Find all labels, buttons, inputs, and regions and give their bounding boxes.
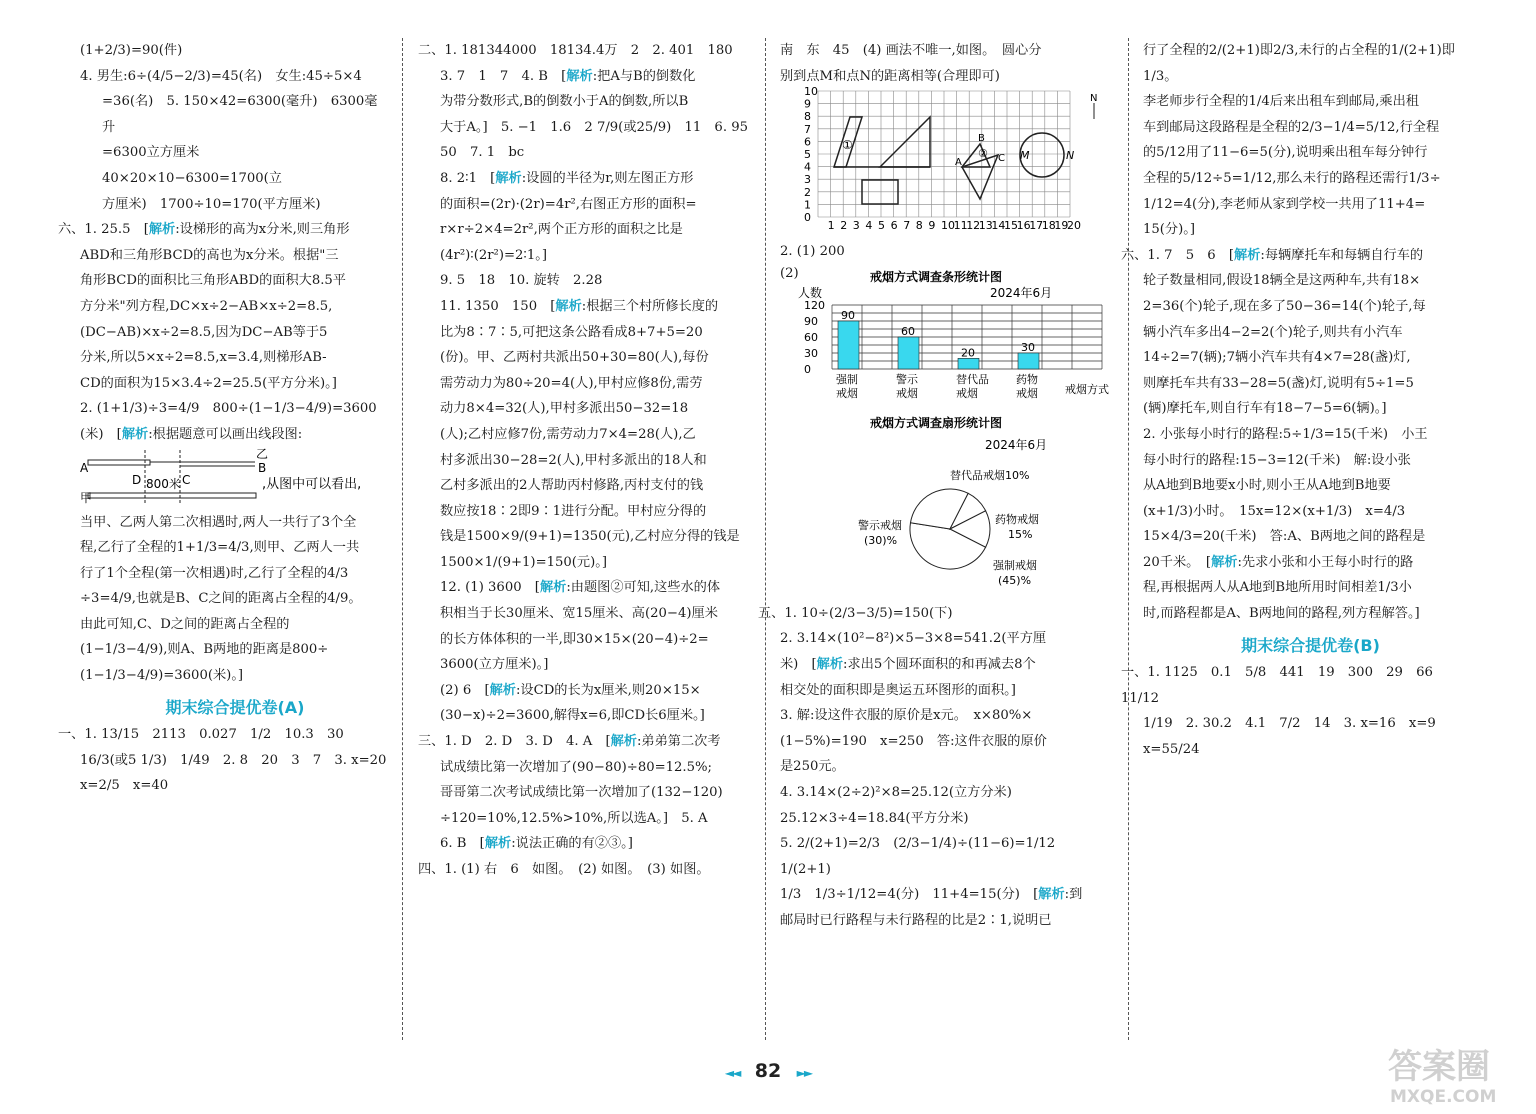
text-line: 每小时行的路程:15−3=12(千米) 解:设小张 — [1143, 452, 1411, 468]
text-line: 2. 3.14×(10²−8²)×5−3×8=541.2(平方厘 — [780, 631, 1047, 647]
watermark-logo — [1380, 1040, 1530, 1110]
answer-text: :说法正确的有②③。] — [511, 836, 633, 852]
grid-x-ticks — [828, 219, 1081, 232]
jiexi-label: 解析 — [816, 656, 844, 672]
jiexi-label: 解析 — [566, 68, 593, 84]
text-line: 5. 2/(2+1)=2/3 (2/3−1/4)÷(11−6)=1/12 1/(2+1) — [780, 836, 1069, 877]
answer-text: 六、1. 7 5 6 [ — [1121, 247, 1235, 263]
chart-y-tick: 120 — [804, 298, 825, 312]
text-line: 全程的5/12÷5=1/12,那么未行的路程还需行1/3÷ — [1143, 170, 1441, 186]
triangle-shape — [880, 117, 930, 167]
bar-chart — [780, 269, 1114, 411]
jiexi-label: 解析 — [489, 682, 516, 698]
answer-text: :根据题意可以画出线段图: — [148, 426, 303, 442]
jiexi-label: 解析 — [539, 580, 567, 596]
chart-bar — [1018, 353, 1039, 369]
chart-y-tick: 30 — [804, 346, 818, 360]
text-line: (x+1/3)小时。 15x=12×(x+1/3) x=4/3 — [1143, 503, 1406, 519]
text-line: (1+2/3)=90(件) — [80, 43, 183, 58]
text-line: 角形BCD的面积比三角形ABD的面积大8.5平 — [80, 273, 346, 289]
grid-y-tick: 5 — [804, 148, 811, 162]
watermark-url: MXQE.COM — [1390, 1087, 1497, 1107]
text-line: 大于A。] 5. −1 1.6 2 7/9(或25/9) 11 6. 95 — [440, 119, 748, 135]
grid-lines — [818, 91, 1070, 217]
column-4 — [1121, 38, 1478, 763]
seg-label-b: B — [258, 460, 267, 475]
text-line: 3. 解:设这件衣服的原价是x元。 x×80%× — [780, 708, 1033, 724]
text-line — [780, 652, 1114, 678]
grid-x-tick: 10 — [941, 219, 955, 233]
grid-y-tick: 4 — [804, 160, 811, 174]
text-line: CD的面积为15×3.4÷2=25.5(平方分米)。] — [80, 375, 337, 391]
text-line: =6300立方厘米 40×20×10−6300=1700(立 — [102, 145, 282, 186]
jiexi-label: 解析 — [148, 222, 176, 238]
text-line: 则摩托车共有33−28=5(盏)灯,说明有5÷1=5 — [1143, 375, 1414, 391]
prev-page-arrows-icon[interactable]: ◄◄ — [724, 1066, 740, 1080]
jiexi-label: 解析 — [555, 298, 582, 314]
jiexi-label: 解析 — [610, 734, 637, 750]
text-line: 1/19 2. 30.2 4.1 7/2 14 3. x=16 x=9 — [1143, 716, 1436, 732]
chart-y-tick: 60 — [804, 330, 818, 344]
text-line: 程,再根据两人从A地到B地所用时间相差1/3小 — [1143, 580, 1412, 596]
text-line: 是250元。 — [780, 759, 845, 775]
text-line: 4. 3.14×(2÷2)²×8=25.12(立方分米) — [780, 784, 1012, 800]
text-line: 1/12=4(分),李老师从家到学校一共用了11+4= — [1143, 196, 1426, 212]
answer-text: 12. (1) 3600 [ — [440, 580, 540, 596]
section-title-b: 期末综合提优卷(B) — [1241, 635, 1380, 655]
answer-text: :由题图②可知,这些水的体 — [566, 580, 721, 596]
grid-x-tick: 15 — [1004, 219, 1018, 233]
chart-category-label: 警示 — [896, 372, 918, 386]
point-label-m: M — [1020, 149, 1030, 163]
grid-y-tick: 6 — [804, 135, 811, 149]
grid-x-tick: 19 — [1054, 219, 1069, 233]
segment-bar — [88, 493, 256, 498]
text-line: 李老师步行全程的1/4后来出租车到邮局,乘出租 — [1143, 94, 1419, 110]
text-line: 3600(立方厘米)。] — [440, 657, 549, 673]
chart-bar — [838, 321, 859, 369]
answer-text: :设梯形的高为x分米,则三角形 — [175, 222, 350, 238]
jiexi-label: 解析 — [495, 170, 522, 186]
grid-y-tick: 9 — [804, 97, 811, 111]
text-line: 积相当于长30厘米、宽15厘米、高(20−4)厘米 — [440, 606, 718, 622]
grid-x-tick: 6 — [890, 219, 898, 233]
jiexi-label: 解析 — [1211, 554, 1238, 570]
jiexi-label: 解析 — [484, 836, 512, 852]
answer-text: (米) [ — [80, 426, 122, 442]
text-line: 16/3(或5 1/3) 1/49 2. 8 20 3 7 3. x=20 — [80, 752, 387, 768]
text-line: 时,而路程都是A、B两地间的路程,列方程解答。] — [1143, 606, 1420, 622]
text-line — [418, 831, 756, 857]
answer-text: 20千米。 [ — [1143, 554, 1212, 570]
text-line: 的面积=(2r)·(2r)=4r²,右图正方形的面积= — [440, 196, 697, 212]
text-line: 二、1. 181344000 18134.4万 2 2. 401 180 — [418, 43, 733, 58]
text-line: x=55/24 — [1143, 742, 1200, 758]
seg-after-text: ,从图中可以看出, — [262, 476, 362, 492]
text-line: (1−5%)=190 x=250 答:这件衣服的原价 — [780, 733, 1047, 749]
text-line: =36(名) 5. 150×42=6300(毫升) 6300毫升 — [102, 94, 378, 135]
text-line: 由此可知,C、D之间的距离占全程的 — [80, 616, 290, 632]
point-label-c: C — [998, 153, 1005, 165]
text-line: (份)。甲、乙两村共派出50+30=80(人),每份 — [440, 350, 709, 366]
text-line: 25.12×3÷4=18.84(平方分米) — [780, 810, 969, 826]
seg-label-yi: 乙 — [256, 446, 269, 461]
jiexi-label: 解析 — [1038, 887, 1065, 903]
chart-value-label: 20 — [961, 346, 975, 360]
pie-slices — [910, 489, 990, 569]
text-line: 试成绩比第一次增加了(90−80)÷80=12.5%; — [440, 759, 712, 775]
grid-x-tick: 5 — [878, 219, 885, 233]
text-line: 2. 小张每小时行的路程:5÷1/3=15(千米) 小王 — [1143, 426, 1428, 442]
pie-label-forced: 强制戒烟 — [993, 558, 1037, 572]
answer-text: 8. 2∶1 [ — [440, 170, 496, 186]
segment-diagram-svg — [80, 448, 390, 510]
grid-y-tick: 0 — [804, 211, 811, 225]
segment-diagram — [80, 448, 390, 510]
chart-value-labels — [841, 309, 1035, 359]
column-divider — [1128, 38, 1129, 1040]
text-line: (4r²)∶(2r²)=2∶1。] — [440, 247, 547, 263]
text-line: 4. 男生:6÷(4/5−2/3)=45(名) 女生:45÷5×4 — [80, 68, 362, 84]
text-line — [418, 166, 756, 192]
text-line: 2=36(个)轮子,现在多了50−36=14(个)轮子,每 — [1143, 298, 1426, 314]
grid-y-tick: 7 — [804, 122, 811, 136]
text-line: 方厘米) 1700÷10=170(平方厘米) — [102, 196, 321, 212]
text-line: 动力8×4=32(人),甲村多派出50−32=18 — [440, 401, 689, 417]
chart-category-label: 戒烟 — [896, 386, 918, 400]
pie-label-medicine-pct: 15% — [1008, 527, 1033, 541]
pie-date: 2024年6月 — [985, 437, 1048, 452]
grid-x-tick: 12 — [966, 219, 981, 233]
text-line — [780, 882, 1114, 908]
grid-x-tick: 17 — [1029, 219, 1044, 233]
text-line: 邮局时已行路程与未行路程的比是2∶1,说明已 — [780, 912, 1052, 928]
chart-y-ticks — [804, 299, 825, 376]
text-line — [1121, 243, 1478, 269]
answer-text: (2) 6 [ — [440, 682, 490, 698]
answer-text: :根据三个村所修长度的 — [581, 298, 719, 314]
chart-category-label: 强制 — [836, 372, 858, 386]
text-line: 分米,所以5×x÷2=8.5,x=3.4,则梯形AB- — [80, 350, 327, 366]
grid-y-tick: 2 — [804, 185, 811, 199]
section-title-a: 期末综合提优卷(A) — [165, 697, 305, 717]
column-divider — [765, 38, 766, 1040]
text-line: r×r÷2×4=2r²,两个正方形的面积之比是 — [440, 222, 683, 238]
coordinate-grid — [780, 85, 1114, 239]
chart-title: 戒烟方式调查条形统计图 — [870, 269, 1003, 284]
answer-text: 1/3 1/3÷1/12=4(分) 11+4=15(分) [ — [780, 887, 1039, 903]
rotated-triangle-shape — [962, 155, 998, 199]
chart-ylabel: 人数 — [798, 285, 823, 300]
grid-y-tick: 10 — [804, 85, 818, 99]
text-line: 程,乙行了全程的1+1/3=4/3,则甲、乙两人一共 — [80, 540, 360, 556]
chart-value-label: 90 — [841, 308, 855, 322]
grid-y-ticks — [804, 85, 818, 224]
chart-y-tick: 0 — [804, 362, 811, 376]
text-line: 四、1. (1) 右 6 如图。 (2) 如图。 (3) 如图。 — [418, 862, 710, 877]
text-line — [80, 422, 390, 448]
text-line: 1500×1/(9+1)=150(元)。] — [440, 554, 607, 570]
text-line: ABD和三角形BCD的高也为x分米。根据"三 — [80, 247, 339, 263]
text-line: 比为8∶7∶5,可把这条公路看成8+7+5=20 — [440, 324, 703, 340]
grid-x-tick: 1 — [827, 219, 835, 233]
pie-label-warning: 警示戒烟 — [858, 518, 902, 532]
text-line: 一、1. 1125 0.1 5/8 441 19 300 29 66 11/12 — [1121, 665, 1447, 706]
text-line: 乙村多派出的2人帮助丙村修路,丙村支付的钱 — [440, 478, 704, 494]
answer-text: :到 — [1064, 887, 1083, 903]
chart-y-tick: 90 — [804, 314, 818, 328]
seg-label-jia: 甲 — [80, 490, 93, 505]
text-line — [1143, 550, 1478, 576]
text-line: ÷3=4/9,也就是B、C之间的距离占全程的4/9。 — [80, 591, 362, 607]
seg-length: 800米 — [146, 476, 181, 491]
text-line: 轮子数量相同,假设18辆全是这两种车,共有18× — [1143, 273, 1421, 289]
chart-bar — [898, 337, 919, 369]
chart-categories — [836, 372, 1038, 400]
text-line — [58, 217, 390, 243]
north-label: N — [1090, 93, 1098, 105]
chart-category-label: 药物 — [1016, 372, 1038, 386]
column-3 — [758, 38, 1114, 934]
answer-text: :先求小张和小王每小时行的路 — [1237, 554, 1414, 570]
seg-label-c: C — [182, 472, 191, 487]
text-line: 行了1个全程(第一次相遇)时,乙行了全程的4/3 — [80, 565, 349, 581]
figure-label-1: ① — [842, 138, 853, 153]
text-line: 行了全程的2/(2+1)即2/3,未行的占全程的1/(2+1)即1/3。 — [1143, 43, 1455, 84]
grid-x-tick: 4 — [865, 219, 873, 233]
figure-label-2: ② — [978, 147, 988, 161]
answer-text: 6. B [ — [440, 836, 485, 852]
text-line: 15(分)。] — [1143, 222, 1195, 238]
chart-bar — [958, 358, 979, 369]
grid-y-tick: 1 — [804, 198, 811, 212]
next-page-arrows-icon[interactable]: ►► — [796, 1066, 812, 1080]
text-line: 哥哥第二次考试成绩比第一次增加了(132−120) — [440, 785, 723, 801]
text-line: 从A地到B地要x小时,则小王从A地到B地要 — [1143, 478, 1391, 494]
grid-x-tick: 3 — [852, 219, 860, 233]
text-line: (30−x)÷2=3600,解得x=6,即CD长6厘米。] — [440, 708, 705, 724]
seg-label-d: D — [132, 472, 142, 487]
text-line: 村多派出30−28=2(人),甲村多派出的18人和 — [440, 452, 707, 468]
text-line: 南 东 45 (4) 画法不唯一,如图。 圆心分 — [780, 43, 1042, 58]
answer-text: 3. 7 1 7 4. B [ — [440, 68, 567, 84]
text-line: 为带分数形式,B的倒数小于A的倒数,所以B — [440, 94, 689, 110]
chart-xlabel: 戒烟方式 — [1065, 382, 1109, 396]
chart-value-label: 60 — [901, 324, 915, 338]
text-line: 方分米"列方程,DC×x÷2−AB×x÷2=8.5, — [80, 298, 333, 314]
chart-value-label: 30 — [1021, 340, 1035, 354]
grid-x-tick: 13 — [978, 219, 993, 233]
text-line: (DC−AB)×x÷2=8.5,因为DC−AB等于5 — [80, 324, 328, 340]
text-line — [418, 729, 756, 755]
answer-text: 三、1. D 2. D 3. D 4. A [ — [418, 734, 611, 750]
grid-y-tick: 3 — [804, 173, 811, 187]
chart-category-label: 戒烟 — [836, 386, 858, 400]
answer-text: 米) [ — [780, 656, 817, 672]
text-line: 钱是1500×9/(9+1)=1350(元),乙村应分得的钱是 — [440, 529, 740, 545]
text-line — [418, 294, 756, 320]
pie-label-warning-pct: (30)% — [864, 533, 898, 547]
answer-text: :设圆的半径为r,则左图正方形 — [521, 170, 694, 186]
text-line: (辆)摩托车,则自行车有18−7−5=6(辆)。] — [1143, 401, 1387, 417]
answer-text: :把A与B的倒数化 — [592, 68, 696, 84]
text-line: 一、1. 13/15 2113 0.027 1/2 10.3 30 — [58, 727, 344, 743]
text-line: 数应按18∶2即9∶1进行分配。甲村应分得的 — [440, 503, 707, 519]
chart-category-label: 戒烟 — [1016, 386, 1038, 400]
answer-text: :求出5个圆环面积的和再减去8个 — [843, 656, 1036, 672]
answer-text: :弟弟第二次考 — [636, 734, 721, 750]
text-line: (1−1/3−4/9)=3600(米)。] — [80, 668, 244, 684]
text-line: 2. (1) 200 — [780, 244, 845, 260]
text-line: 当甲、乙两人第二次相遇时,两人一共行了3个全 — [80, 514, 357, 530]
point-label-b: B — [978, 133, 985, 145]
watermark-logo-svg — [1380, 1040, 1530, 1110]
text-line — [418, 575, 756, 601]
text-line: 的5/12用了11−6=5(分),说明乘出租车每分钟行 — [1143, 145, 1428, 161]
text-line: (1−1/3−4/9),则A、B两地的距离是800÷ — [80, 642, 329, 658]
watermark-text: 答案圈 — [1388, 1047, 1490, 1087]
text-line: 需劳动力为80÷20=4(人),甲村应修8份,需劳 — [440, 375, 703, 391]
point-label-n: N — [1066, 149, 1075, 163]
page-footer — [0, 1060, 1536, 1082]
jiexi-label: 解析 — [121, 426, 149, 442]
grid-x-tick: 2 — [840, 219, 848, 233]
answer-text: 六、1. 25.5 [ — [58, 222, 149, 238]
pie-label-forced-pct: (45)% — [998, 573, 1032, 587]
grid-x-tick: 7 — [903, 219, 911, 233]
grid-x-tick: 9 — [928, 219, 936, 233]
answer-text: :每辆摩托车和每辆自行车的 — [1260, 247, 1424, 263]
text-line: 14÷2=7(辆);7辆小汽车共有4×7=28(盏)灯, — [1143, 350, 1411, 366]
grid-x-tick: 20 — [1067, 219, 1081, 233]
grid-y-tick: 8 — [804, 110, 811, 124]
text-line: 15×4/3=20(千米) 答:A、B两地之间的路程是 — [1143, 529, 1426, 545]
grid-x-tick: 18 — [1041, 219, 1056, 233]
grid-x-tick: 16 — [1016, 219, 1031, 233]
pie-title: 戒烟方式调查扇形统计图 — [870, 415, 1003, 430]
grid-x-tick: 11 — [953, 219, 968, 233]
jiexi-label: 解析 — [1234, 247, 1261, 263]
pie-label-substitute: 替代品戒烟10% — [950, 468, 1030, 482]
text-line: 别到点M和点N的距离相等(合理即可) — [780, 68, 1000, 84]
grid-x-tick: 14 — [991, 219, 1006, 233]
answer-text: :设CD的长为x厘米,则20×15× — [515, 682, 701, 698]
column-divider — [402, 38, 403, 1040]
text-line: 的长方体体积的一半,即30×15×(20−4)÷2= — [440, 631, 709, 647]
pie-chart — [780, 411, 1114, 601]
text-line: ÷120=10%,12.5%>10%,所以选A。] 5. A — [440, 810, 708, 826]
chart-category-label: 替代品 — [956, 372, 989, 386]
column-2 — [418, 38, 756, 883]
text-line — [418, 678, 756, 704]
text-line: 2. (1+1/3)÷3=4/9 800÷(1−1/3−4/9)=3600 — [80, 401, 377, 417]
pie-label-medicine: 药物戒烟 — [995, 512, 1039, 526]
text-line: x=2/5 x=40 — [80, 778, 169, 794]
text-line: 相交处的面积即是奥运五环图形的面积。] — [780, 682, 1016, 698]
point-label-a: A — [955, 157, 962, 169]
chart-date: 2024年6月 — [990, 285, 1053, 300]
page-number: 82 — [754, 1060, 782, 1082]
text-line: (2) — [780, 265, 799, 281]
text-line: 五、1. 10÷(2/3−3/5)=150(下) — [758, 605, 953, 621]
text-line — [418, 64, 756, 90]
segment-bar — [88, 460, 150, 465]
grid-x-tick: 8 — [915, 219, 923, 233]
seg-label-a: A — [80, 460, 89, 475]
text-line: 9. 5 18 10. 旋转 2.28 — [440, 273, 603, 289]
text-line: 50 7. 1 bc — [440, 145, 525, 161]
chart-category-label: 戒烟 — [956, 386, 978, 400]
text-line: 辆小汽车多出4−2=2(个)轮子,则共有小汽车 — [1143, 324, 1403, 340]
column-1 — [58, 38, 390, 799]
text-line: (人);乙村应修7份,需劳动力7×4=28(人),乙 — [440, 426, 696, 442]
answer-text: 11. 1350 150 [ — [440, 298, 556, 314]
text-line: 车到邮局这段路程是全程的2/3−1/4=5/12,行全程 — [1143, 119, 1440, 135]
